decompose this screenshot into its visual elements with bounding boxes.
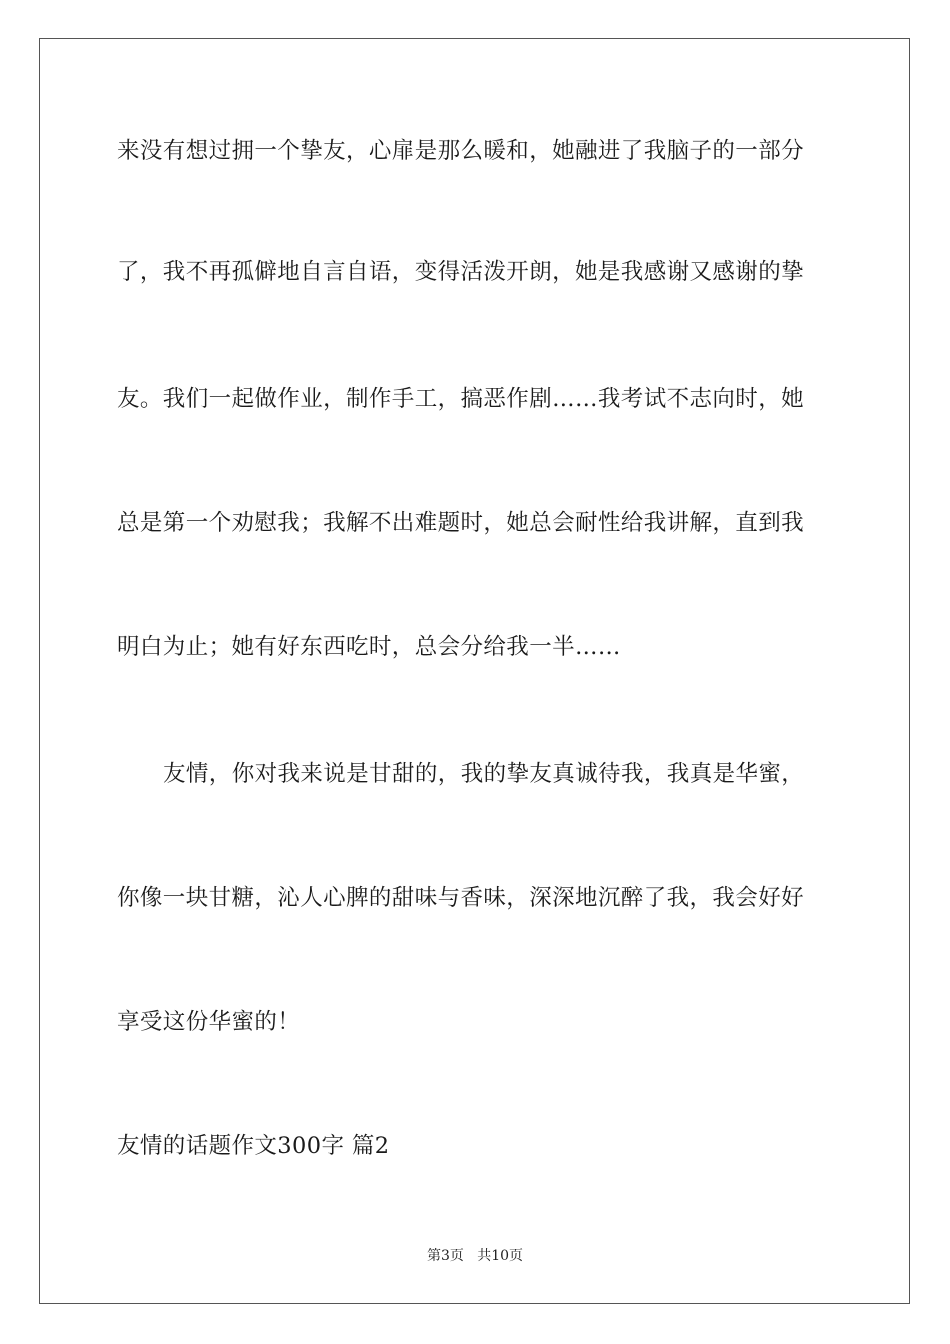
body-text-line-8: 享受这份华蜜的！ bbox=[117, 1009, 301, 1035]
section-heading: 友情的话题作文300字 篇2 bbox=[117, 1133, 390, 1159]
body-text-line-4: 总是第一个劝慰我；我解不出难题时，她总会耐性给我讲解，直到我 bbox=[117, 510, 805, 536]
body-text-line-1: 来没有想过拥一个挚友，心扉是那么暖和，她融进了我脑子的一部分 bbox=[117, 138, 805, 164]
body-text-line-6: 友情，你对我来说是甘甜的，我的挚友真诚待我，我真是华蜜， bbox=[163, 761, 805, 787]
body-text-line-3: 友。我们一起做作业，制作手工，搞恶作剧……我考试不志向时，她 bbox=[117, 386, 805, 412]
body-text-line-2: 了，我不再孤僻地自言自语，变得活泼开朗，她是我感谢又感谢的挚 bbox=[117, 259, 805, 285]
page-frame bbox=[39, 38, 910, 1304]
body-text-line-7: 你像一块甘糖，沁人心脾的甜味与香味，深深地沉醉了我，我会好好 bbox=[117, 885, 805, 911]
page-footer: 第3页 共10页 bbox=[426, 1248, 524, 1264]
body-text-line-5: 明白为止；她有好东西吃时，总会分给我一半…… bbox=[117, 634, 621, 660]
